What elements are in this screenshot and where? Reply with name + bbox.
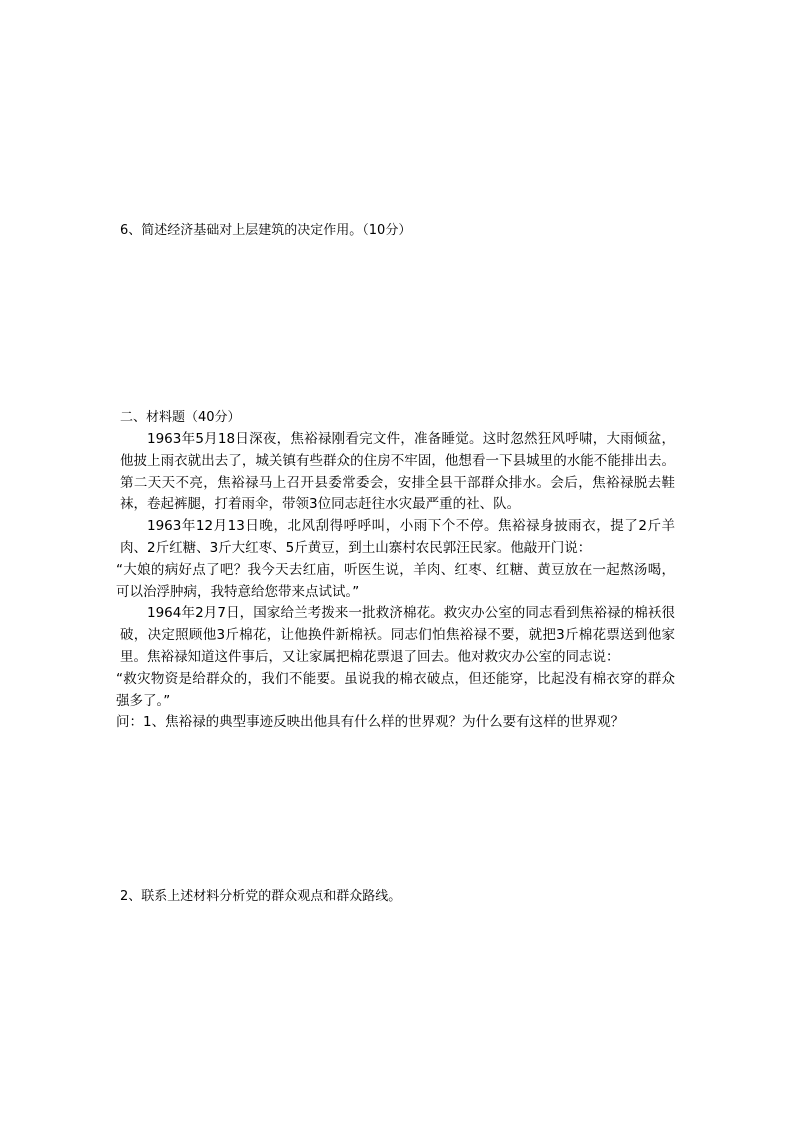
question-2: 2、联系上述材料分析党的群众观点和群众路线。	[120, 889, 402, 904]
material-text	[116, 429, 675, 734]
material-paragraph-1	[120, 429, 675, 516]
material-quote-1: “大娘的病好点了吧？我今天去红庙，听医生说，羊肉、红枣、红糖、黄豆放在一起熬汤喝，可以治浮肿病，我特意给您带来点试试。”	[116, 561, 675, 600]
material-paragraph-3	[120, 603, 675, 668]
material-paragraph-2	[120, 516, 675, 560]
material-quote-2: “救灾物资是给群众的，我们不能要。虽说我的棉衣破点，但还能穿，比起没有棉衣穿的群众强多了。”	[116, 670, 675, 709]
material-paragraph-3-text: 1964年2月7日，国家给兰考拨来一批救济棉花。救灾办公室的同志看到焦裕禄的棉袄很破，决定照顾他3斤棉花，让他换件新棉袄。同志们怕焦裕禄不要，就把3斤棉花票送到他家里。焦裕禄知道这件事后，又让家属把棉花票退了回去。他对救灾办公室的同志说：	[120, 605, 675, 665]
material-paragraph-1-text: 1963年5月18日深夜，焦裕禄刚看完文件，准备睡觉。这时忽然狂风呼啸，大雨倾盆，他披上雨衣就出去了，城关镇有些群众的住房不牢固，他想看一下县城里的水能不能排出去。第二天天不亮，焦裕禄马上召开县委常委会，安排全县干部群众排水。会后，焦裕禄脱去鞋袜，卷起裤腿，打着雨伞，带领3位同志赶往水灾最严重的社、队。	[120, 431, 675, 513]
section-heading: 二、材料题（40分）	[120, 410, 241, 425]
question-1: 问：1、焦裕禄的典型事迹反映出他具有什么样的世界观？为什么要有这样的世界观？	[116, 714, 625, 731]
question-6: 6、简述经济基础对上层建筑的决定作用。（10分）	[120, 223, 412, 238]
material-paragraph-2-text: 1963年12月13日晚，北风刮得呼呼叫，小雨下个不停。焦裕禄身披雨衣，提了2斤羊肉、2斤红糖、3斤大红枣、5斤黄豆，到土山寨村农民郭汪民家。他敲开门说：	[120, 518, 675, 556]
